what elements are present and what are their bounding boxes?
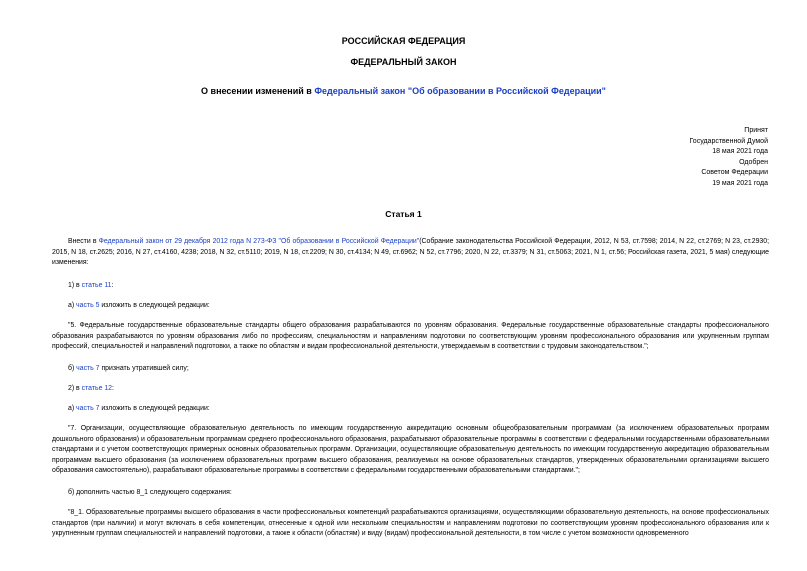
- quote-part-5: "5. Федеральные государственные образовательные стандарты общего образования разрабатываются по уровням образования. Федеральные государственные образовательные стандарты профессионального образования разрабатываются по уровням образования либо по профессиям, специальностям и направлениям подготовки по соответствующим уровням профессионального образования или укрупненным группам профессий, специальностей и направлений подготовки, а также по областям и видам профессиональной деятельности, утверждаемым в соответствии с трудовым законодательством.";: [52, 322, 769, 351]
- item-2-prefix: 2) в: [68, 385, 82, 392]
- item-2b: б) дополнить частью 8_1 следующего содержания:: [68, 489, 232, 496]
- item-2a-suffix: изложить в следующей редакции:: [99, 405, 210, 412]
- adoption-line: Советом Федерации: [701, 169, 768, 177]
- quote-part-7: "7. Организации, осуществляющие образовательную деятельность по имеющим государственную аккредитацию основным общеобразовательным программам (за исключением образовательных программ дошкольного образования) и образовательным программам среднего профессионального образования, разрабатывают образовательные программы в соответствии с федеральными государственными образовательными стандартами и с учетом соответствующих примерных основных образовательных программ. Организации, осуществляющие образовательную деятельность по имеющим государственную аккредитацию образовательным программам высшего образования (за исключением образовательных программ высшего образования, реализуемых на основе образовательных стандартов, утвержденных образовательными организациями высшего образования самостоятельно), разрабатывают образовательные программы в соответствии с федеральными государственными образовательными стандартами.";: [52, 425, 769, 475]
- item-1a: [68, 301, 785, 312]
- quote-part-8-1: "8_1. Образовательные программы высшего образования в части профессиональных компетенций разрабатываются организациями, осуществляющими образовательную деятельность, на основе профессиональных стандартов (при наличии) и могут включать в себя компетенции, отнесенные к одной или нескольким специальностям и направлениям подготовки по соответствующим уровням профессионального образования или к укрупненным группам специальностей и направлений подготовки, а также к области (областям) и виду (видам) профессиональной деятельности, в том числе с учетом возможности одновременного: [52, 509, 769, 538]
- law-title-prefix: О внесении изменений в: [201, 86, 315, 96]
- item-2: [68, 384, 785, 395]
- country-heading: РОССИЙСКАЯ ФЕДЕРАЦИЯ: [341, 36, 466, 46]
- law-title-link[interactable]: Федеральный закон "Об образовании в Российской Федерации": [314, 86, 606, 96]
- item-1: [68, 281, 785, 292]
- item-1a-suffix: изложить в следующей редакции:: [99, 302, 210, 309]
- item-1b: [68, 364, 785, 375]
- intro-rest: (Собрание законодательства Российской Федерации, 2012, N 53, ст.7598; 2014, N 22, ст.2769; N 23, ст.2930; 2015, N 18, ст.2625; 2016, N 27, ст.4160, 4238; 2018, N 32, ст.5110; 2019, N 18, ст.2209; N 30, ст.4134; N 49, ст.6962; N 52, ст.7796; 2020, N 22, ст.3379; N 31, ст.5063; 2021, N 1, ст.56; Российская газета, 2021, 5 мая) следующие изменения:: [52, 238, 770, 267]
- item-1-link[interactable]: статье 11: [81, 282, 112, 289]
- item-1-prefix: 1) в: [68, 282, 82, 289]
- item-1b-link[interactable]: часть 7: [76, 365, 100, 372]
- item-2-link[interactable]: статье 12: [81, 385, 112, 392]
- item-2a-prefix: а): [68, 405, 77, 412]
- item-2a-link[interactable]: часть 7: [76, 405, 100, 412]
- item-1-suffix: :: [111, 282, 114, 289]
- item-1b-suffix: признать утратившей силу;: [99, 365, 189, 372]
- adoption-line: Принят: [744, 127, 768, 134]
- item-1b-prefix: б): [68, 365, 77, 372]
- article-heading: Статья 1: [385, 209, 422, 219]
- adoption-line: 18 мая 2021 года: [712, 148, 768, 156]
- law-type-heading: ФЕДЕРАЛЬНЫЙ ЗАКОН: [350, 57, 457, 67]
- intro-prefix: Внести в: [68, 238, 99, 245]
- law-title: [0, 86, 807, 96]
- item-1a-link[interactable]: часть 5: [76, 302, 100, 309]
- item-2-suffix: :: [112, 385, 114, 392]
- adoption-line: Государственной Думой: [689, 137, 768, 145]
- adoption-line: Одобрен: [739, 158, 768, 166]
- item-1a-prefix: а): [68, 302, 77, 309]
- item-2a: [68, 404, 785, 415]
- adoption-line: 19 мая 2021 года: [712, 179, 768, 187]
- article-intro-paragraph: [52, 237, 769, 269]
- intro-law-link[interactable]: Федеральный закон от 29 декабря 2012 года N 273-ФЗ "Об образовании в Российской Федерации": [98, 238, 420, 245]
- adoption-block: [689, 126, 768, 190]
